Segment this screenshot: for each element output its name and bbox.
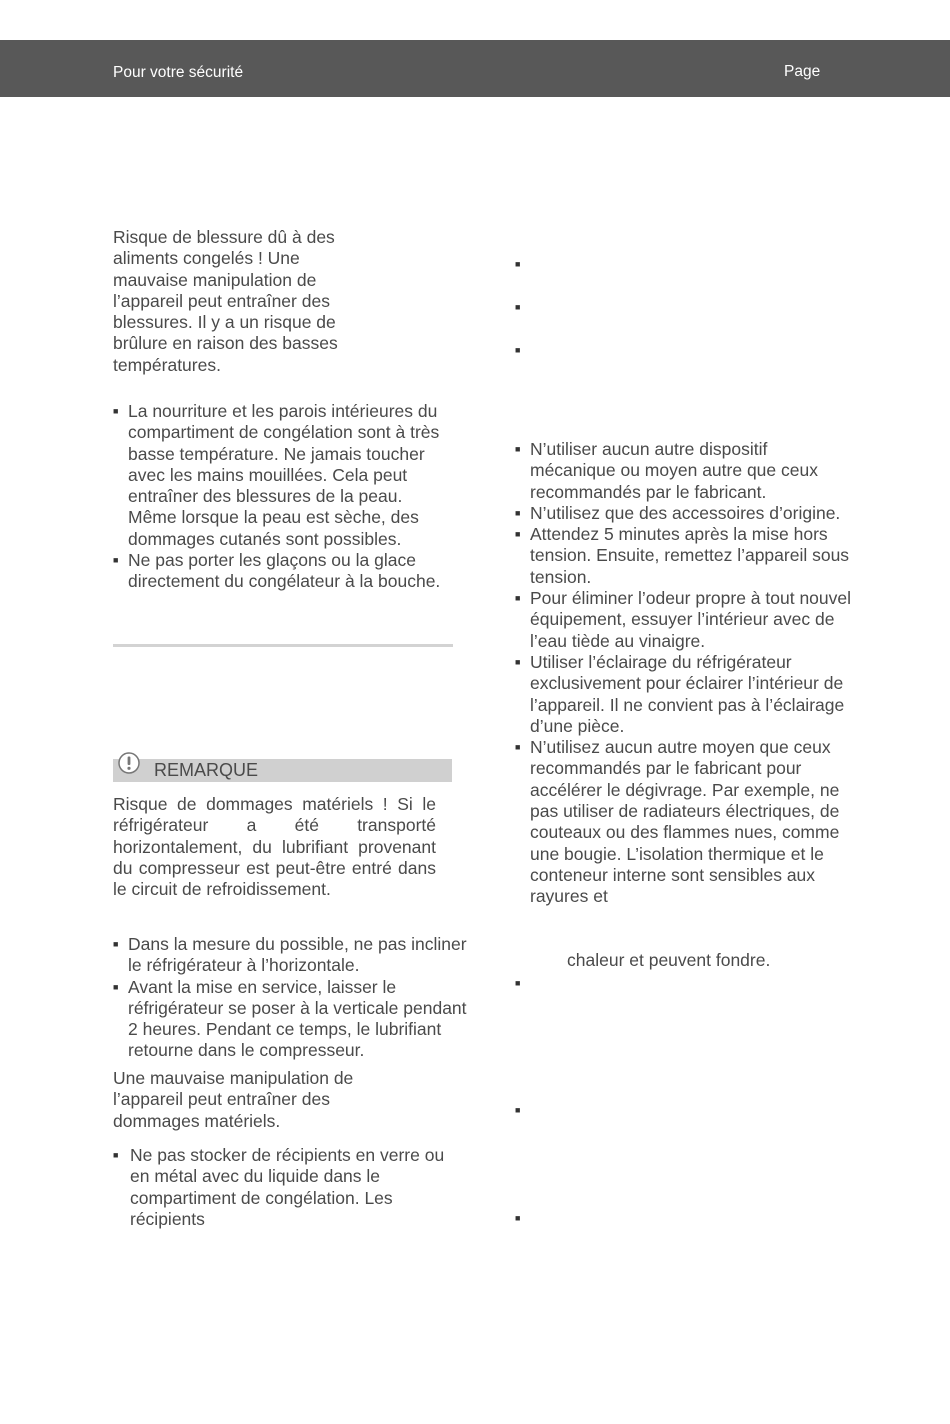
- list-item-text: Utiliser l’éclairage du réfrigérateur exclusivement pour éclairer l’intérieur de l’appareil. Il ne convient pas à l’éclairage d’une pièce.: [530, 651, 845, 736]
- usage-list: [515, 439, 855, 908]
- damage-text: Risque de dommages matériels ! Si le réfrigérateur a été transporté horizontalement, du lubrifiant provenant du compresseur est peut-être entré dans le circuit de refroidissement.: [113, 794, 436, 900]
- list-item-text: Ne pas stocker de récipients en verre ou en métal avec du liquide dans le compartiment de congélation. Les récipients: [130, 1145, 445, 1229]
- storage-list: [113, 1145, 453, 1230]
- remarque-label: REMARQUE: [154, 760, 259, 780]
- handling-text: Une mauvaise manipulation de l’appareil peut entraîner des dommages matériels.: [113, 1068, 354, 1131]
- list-item-text: Avant la mise en service, laisser le réfrigérateur se poser à la verticale pendant 2 heures. Pendant ce temps, le lubrifiant retourne dans le compresseur.: [128, 976, 467, 1061]
- list-item: [113, 550, 448, 593]
- bullet-icon: ■: [515, 656, 521, 667]
- continuation-text: chaleur et peuvent fondre.: [567, 950, 771, 970]
- list-item-text: N’utilisez que des accessoires d’origine.: [530, 502, 841, 523]
- list-item: [113, 977, 470, 1062]
- bullet-icon: ■: [515, 593, 521, 604]
- bullet-icon: ■: [515, 742, 521, 753]
- bullet-icon: ■: [113, 406, 119, 416]
- bullet-icon: ■: [515, 302, 521, 312]
- list-item: [515, 439, 855, 503]
- bullet-icon: ■: [515, 529, 521, 540]
- list-item-text: Attendez 5 minutes après la mise hors tension. Ensuite, remettez l’appareil sous tension.: [530, 524, 850, 587]
- list-item-text: Pour éliminer l’odeur propre à tout nouvel équipement, essuyer l’intérieur avec de l’eau tiède au vinaigre.: [530, 588, 852, 651]
- exclamation-circle-icon: [118, 752, 140, 774]
- list-item: [515, 652, 855, 737]
- bullet-icon: ■: [515, 507, 521, 518]
- bullet-icon: ■: [113, 555, 119, 566]
- bullet-icon: ■: [113, 981, 119, 992]
- transport-list: [113, 934, 470, 1062]
- page-header: [0, 40, 950, 97]
- bullet-icon: ■: [515, 1105, 521, 1115]
- section-title: Pour votre sécurité: [113, 64, 244, 81]
- list-item: [515, 524, 855, 588]
- bullet-icon: ■: [515, 978, 521, 988]
- bullet-icon: ■: [515, 345, 521, 355]
- list-item-text: N’utiliser aucun autre dispositif mécanique ou moyen autre que ceux recommandés par le fabricant.: [530, 439, 818, 502]
- list-item-text: Dans la mesure du possible, ne pas incliner le réfrigérateur à l’horizontale.: [128, 934, 467, 976]
- bullet-icon: ■: [515, 1213, 521, 1223]
- warning-text: Risque de blessure dû à des aliments congelés ! Une mauvaise manipulation de l’appareil peut entraîner des blessures. Il y a un risque de brûlure en raison des basses températures.: [113, 227, 338, 375]
- list-item-text: La nourriture et les parois intérieures du compartiment de congélation sont à très basse température. Ne jamais toucher avec les mains mouillées. Cela peut entraîner des blessures de la peau. Même lorsque la peau est sèche, des dommages cutanés sont possibles.: [128, 401, 440, 549]
- remarque-banner: [113, 759, 452, 782]
- bullet-icon: ■: [113, 1150, 119, 1160]
- section-divider: [113, 644, 453, 647]
- frozen-food-list: [113, 401, 448, 593]
- list-item: [515, 737, 855, 907]
- list-item: [113, 934, 470, 977]
- page-label: Page: [784, 63, 821, 80]
- list-item: [515, 503, 855, 524]
- bullet-icon: ■: [515, 444, 521, 454]
- bullet-icon: ■: [113, 939, 119, 949]
- list-item: [515, 588, 855, 652]
- list-item-text: Ne pas porter les glaçons ou la glace directement du congélateur à la bouche.: [128, 550, 441, 592]
- list-item: [113, 1145, 453, 1230]
- list-item-text: N’utilisez aucun autre moyen que ceux recommandés par le fabricant pour accélérer le dégivrage. Par exemple, ne pas utiliser de radiateurs électriques, de couteaux ou des flammes nues, comme une bougie. L’isolation thermique et le conteneur interne sont sensibles aux rayures et: [530, 737, 840, 907]
- bullet-icon: ■: [515, 259, 521, 269]
- list-item: [113, 401, 448, 550]
